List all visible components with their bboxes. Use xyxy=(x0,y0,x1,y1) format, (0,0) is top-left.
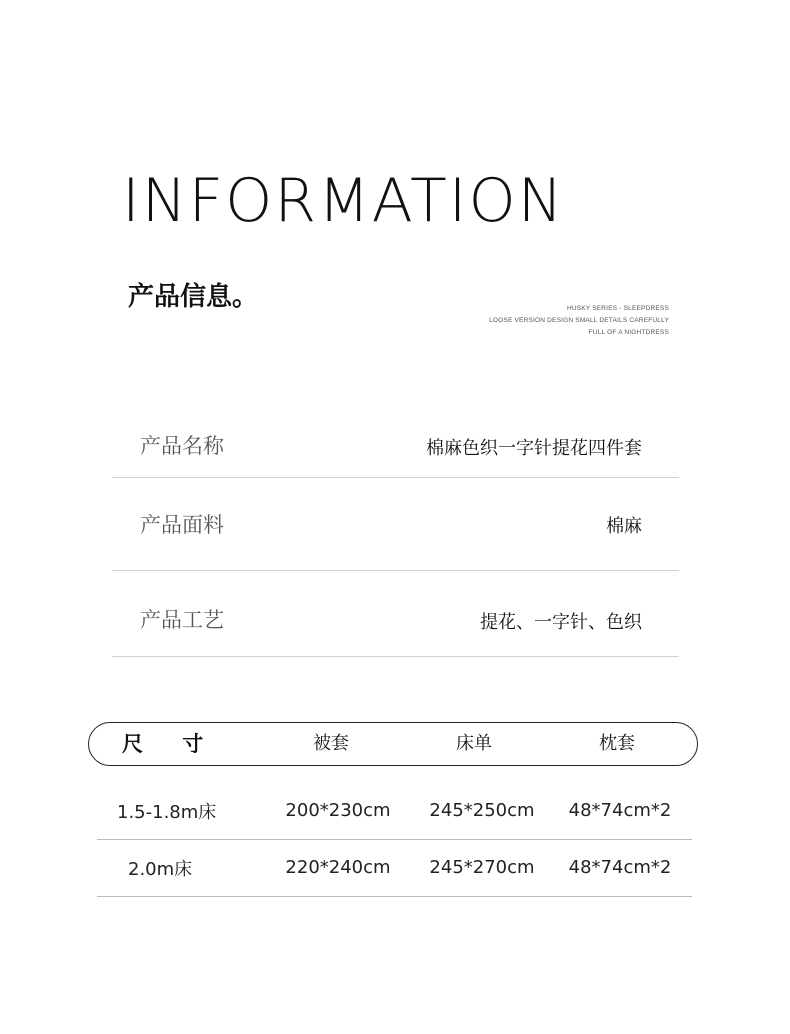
size-cell: 48*74cm*2 xyxy=(568,800,672,821)
divider xyxy=(97,896,692,897)
info-value-craft: 提花、一字针、色织 xyxy=(480,612,642,633)
info-label-craft: 产品工艺 xyxy=(140,608,224,632)
tagline-line: HUSKY SERIES - SLEEPDRESS xyxy=(566,305,669,312)
size-header-sheet: 床单 xyxy=(456,733,492,754)
size-cell: 200*230cm xyxy=(285,800,391,821)
size-header-pillowcase: 枕套 xyxy=(599,733,635,754)
size-cell: 245*250cm xyxy=(429,800,535,821)
divider xyxy=(112,570,679,571)
divider xyxy=(97,839,692,840)
divider xyxy=(112,656,679,657)
size-row-label: 2.0m床 xyxy=(128,859,193,880)
size-header-duvet: 被套 xyxy=(313,733,349,754)
divider xyxy=(112,477,679,478)
page-title: 产品信息。 xyxy=(128,282,259,312)
size-cell: 220*240cm xyxy=(285,857,391,878)
size-header-label: 尺 寸 xyxy=(122,732,220,756)
info-label-name: 产品名称 xyxy=(140,434,224,458)
info-value-material: 棉麻 xyxy=(606,516,642,537)
size-cell: 48*74cm*2 xyxy=(568,857,672,878)
info-label-material: 产品面料 xyxy=(140,513,224,537)
size-cell: 245*270cm xyxy=(429,857,535,878)
tagline-line: FULL OF A NIGHTDRESS xyxy=(588,329,669,336)
tagline-line: LOOSE VERSION DESIGN SMALL DETAILS CAREFULLY xyxy=(489,317,669,324)
info-value-name: 棉麻色织一字针提花四件套 xyxy=(426,438,642,459)
size-row-label: 1.5-1.8m床 xyxy=(117,802,217,823)
information-wordmark: INFORMATION xyxy=(122,166,565,236)
tagline xyxy=(489,303,669,339)
